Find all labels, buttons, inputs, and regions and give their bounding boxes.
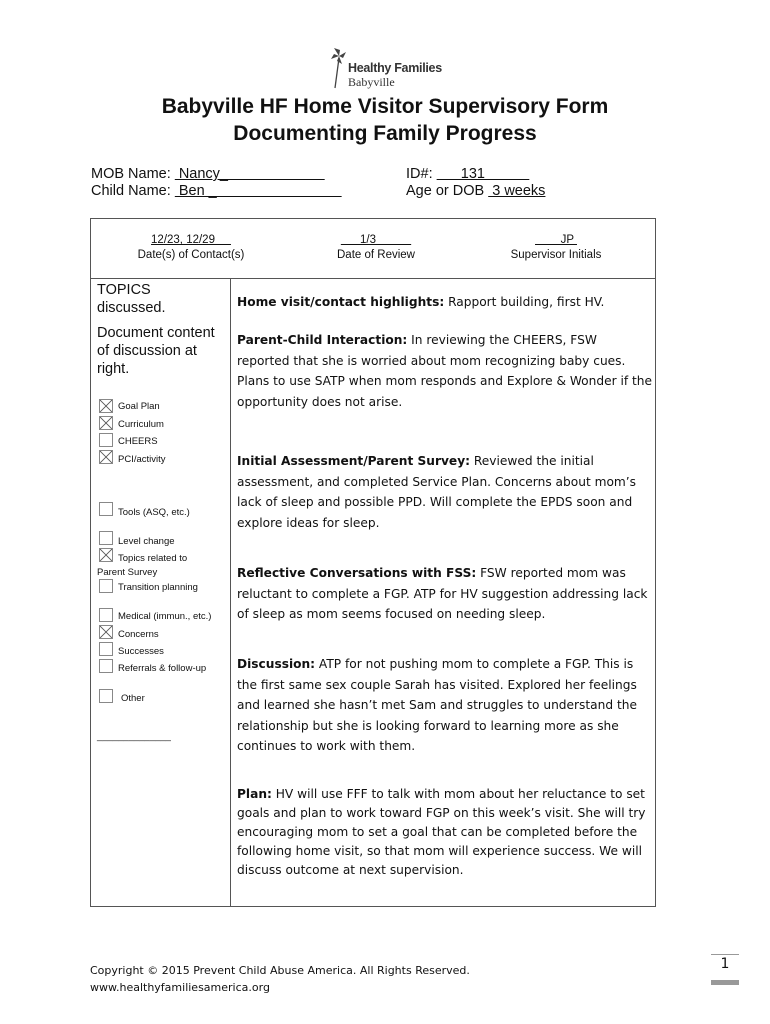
checkbox-goal-plan[interactable] — [99, 399, 113, 413]
page-number: 1 — [720, 956, 730, 972]
header-divider — [91, 278, 655, 279]
section-label: Home visit/contact highlights: — [237, 295, 445, 309]
healthy-families-logo — [330, 46, 460, 92]
checkbox-level-change[interactable] — [99, 531, 113, 545]
checkbox-label: Other — [121, 693, 145, 704]
review-date-value: 1/3 — [340, 234, 412, 246]
section-reflective-conversations — [237, 563, 653, 625]
website-link[interactable]: www.healthyfamiliesamerica.org — [90, 981, 270, 994]
checkbox-label-continued: Parent Survey — [97, 567, 158, 578]
section-text: ATP for not pushing mom to complete a FGP. This is the first same sex couple Sarah has visited. Explored her feelings and learned she hasn’t met Sam and struggles to understand the relationship but she is looking forward to learning more as she continues to work with them. — [237, 657, 637, 753]
column-divider — [230, 278, 231, 907]
checkbox-label: Level change — [118, 536, 175, 547]
contact-dates-label: Date(s) of Contact(s) — [137, 249, 245, 261]
section-initial-assessment — [237, 451, 653, 533]
form-title-line2: Documenting Family Progress — [233, 122, 537, 145]
contact-dates-value: 12/23, 12/29 — [151, 234, 231, 246]
checkbox-concerns[interactable] — [99, 625, 113, 639]
checkbox-label: CHEERS — [118, 436, 158, 447]
checkbox-other[interactable] — [99, 689, 113, 703]
mob-name-value: Nancy_ — [174, 166, 325, 182]
logo-line1: Healthy Families — [348, 61, 442, 75]
supervisor-initials — [476, 233, 636, 263]
section-label: Initial Assessment/Parent Survey: — [237, 454, 471, 468]
child-name-row — [91, 183, 342, 199]
document-instructions: Document content of discussion at right. — [97, 325, 215, 377]
checkbox-medical[interactable] — [99, 608, 113, 622]
checkbox-label: Curriculum — [118, 419, 164, 430]
section-text: FSW reported mom was reluctant to complete a FGP. ATP for HV suggestion addressing lack of sleep as mom seems focused on needing sleep. — [237, 566, 648, 621]
checkbox-referrals[interactable] — [99, 659, 113, 673]
checkbox-transition-planning[interactable] — [99, 579, 113, 593]
section-plan — [237, 785, 653, 880]
checkbox-curriculum[interactable] — [99, 416, 113, 430]
supervisor-initials-value: JP — [535, 234, 577, 246]
section-label: Parent-Child Interaction: — [237, 333, 408, 347]
age-row — [406, 183, 545, 199]
topics-heading: TOPICS discussed. — [97, 282, 166, 316]
other-blank-line: ______________ — [97, 731, 171, 742]
checkbox-cheers[interactable] — [99, 433, 113, 447]
checkbox-label: Concerns — [118, 629, 159, 640]
checkbox-label: Topics related to — [118, 553, 188, 564]
pinwheel-icon — [330, 46, 348, 90]
copyright-text: Copyright © 2015 Prevent Child Abuse America. All Rights Reserved. — [90, 964, 470, 977]
section-label: Reflective Conversations with FSS: — [237, 566, 477, 580]
checkbox-label: Transition planning — [118, 582, 198, 593]
form-title-line1: Babyville HF Home Visitor Supervisory Form — [161, 95, 609, 118]
checkbox-label: Medical (immun., etc.) — [118, 611, 212, 622]
section-text: In reviewing the CHEERS, FSW reported that she is worried about mom recognizing baby cues. Plans to use SATP when mom responds and Explore & Wonder if the opportunity does not arise. — [237, 333, 653, 409]
checkbox-label: Successes — [118, 646, 164, 657]
section-text: HV will use FFF to talk with mom about her reluctance to set goals and plan to work toward FGP on this week’s visit. She will try encouraging mom to set a goal that can be completed before the following home visit, so that mom will experience success. We will discuss outcome at next supervision. — [237, 787, 646, 877]
checkbox-topics-parent-survey[interactable] — [99, 548, 113, 562]
checkbox-successes[interactable] — [99, 642, 113, 656]
checkbox-pci-activity[interactable] — [99, 450, 113, 464]
mob-name-label: MOB Name: — [91, 166, 171, 182]
section-label: Discussion: — [237, 657, 316, 671]
id-label: ID#: — [406, 166, 433, 182]
section-parent-child-interaction — [237, 330, 653, 412]
page-number-bar — [711, 980, 739, 985]
child-name-value: Ben _ — [174, 183, 342, 199]
checkbox-label: Goal Plan — [118, 401, 160, 412]
age-value: 3 weeks — [488, 183, 546, 199]
page-number-rule — [711, 954, 739, 955]
checkbox-label: Tools (ASQ, etc.) — [118, 507, 190, 518]
checkbox-label: PCI/activity — [118, 454, 166, 465]
section-discussion — [237, 654, 653, 757]
checkbox-tools[interactable] — [99, 502, 113, 516]
section-text: Rapport building, first HV. — [444, 295, 605, 309]
checkbox-label: Referrals & follow-up — [118, 663, 207, 674]
logo-line2: Babyville — [348, 75, 395, 89]
contact-dates — [111, 233, 271, 263]
child-name-label: Child Name: — [91, 183, 171, 199]
id-value: 131 — [436, 166, 530, 182]
footer — [90, 962, 470, 996]
review-date-label: Date of Review — [337, 249, 415, 261]
age-label: Age or DOB — [406, 183, 485, 199]
section-home-visit — [237, 292, 653, 313]
progress-form — [90, 218, 656, 907]
section-text: Reviewed the initial assessment, and completed Service Plan. Concerns about mom’s lack of sleep and possible PPD. Will complete the EPDS soon and explore ideas for sleep. — [237, 454, 637, 530]
section-label: Plan: — [237, 787, 272, 801]
review-date — [296, 233, 456, 263]
mob-name-row — [91, 166, 325, 182]
supervisor-initials-label: Supervisor Initials — [510, 249, 602, 261]
id-row — [406, 166, 529, 182]
